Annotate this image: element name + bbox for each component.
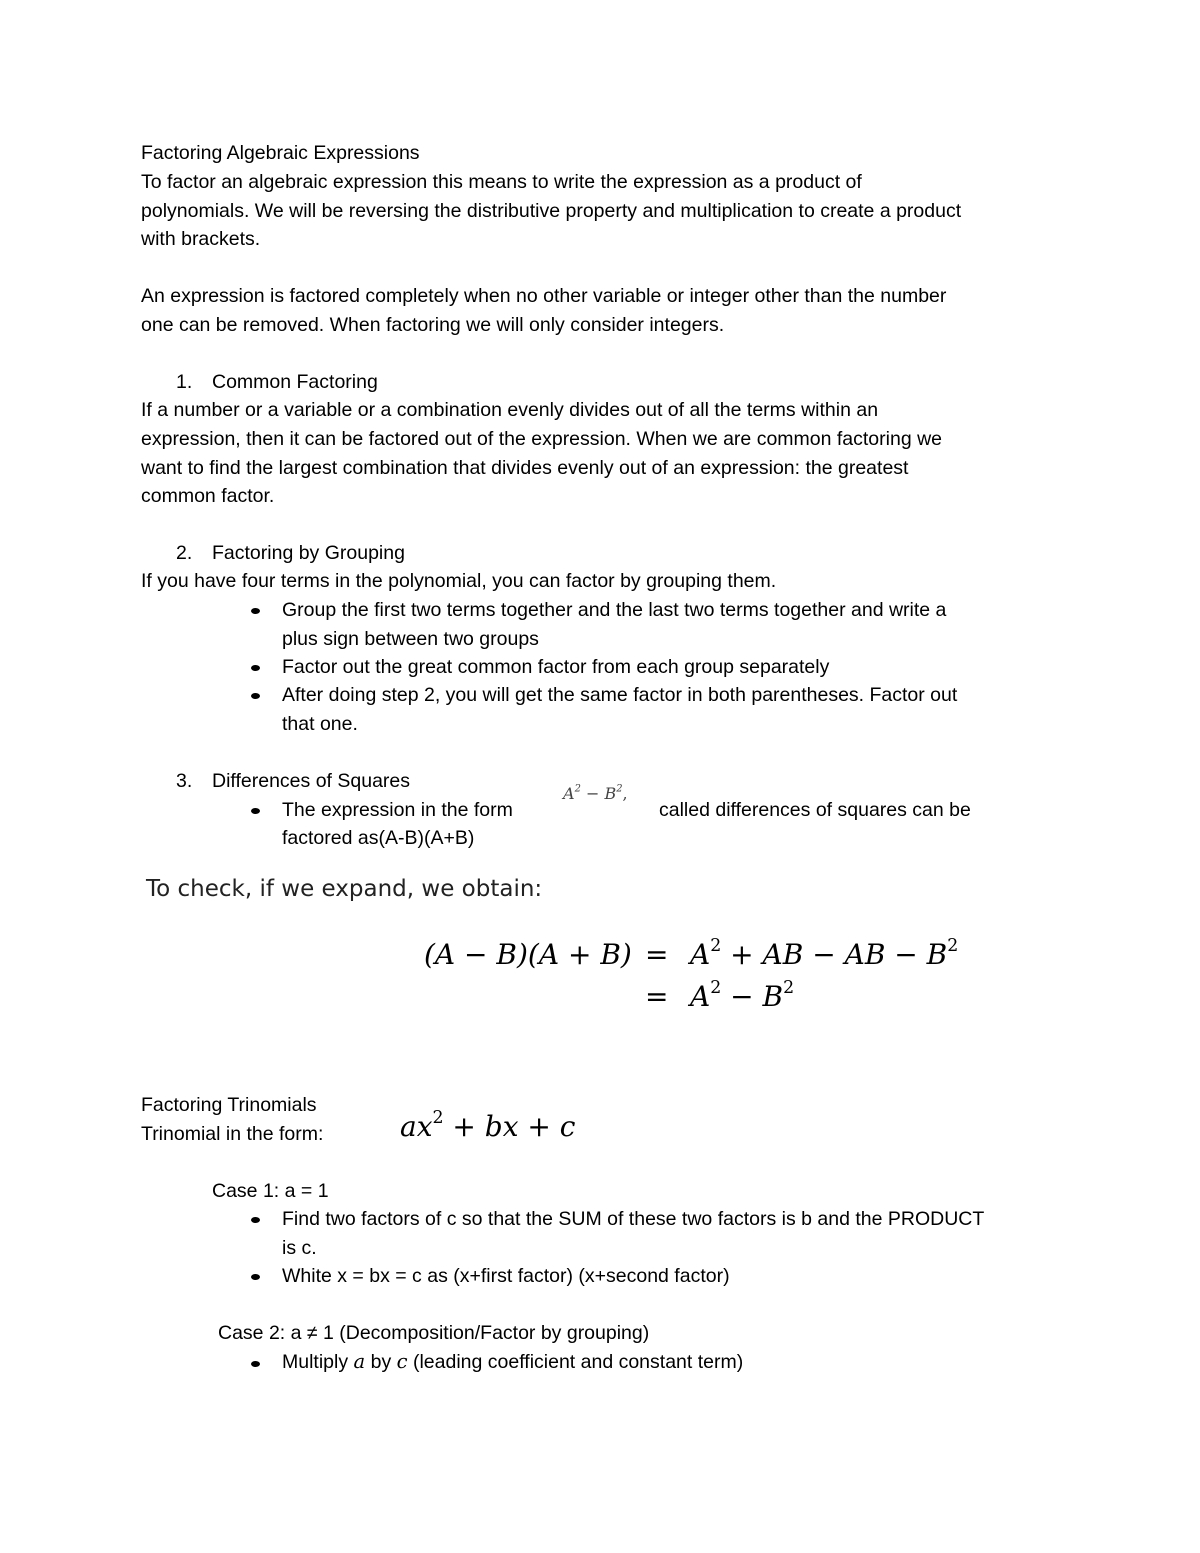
case-2-step-1: Multiply a by c (leading coefficient and constant term) (282, 1350, 744, 1373)
grouping-step-3-line-2: that one. (282, 713, 358, 735)
section-2-intro: If you have four terms in the polynomial, you can factor by grouping them. (141, 570, 777, 592)
bullet-icon (251, 1361, 260, 1367)
trinomial-form-formula: $ax^2$ + bx + c (400, 1107, 576, 1143)
equals-sign-1: = (645, 938, 669, 971)
bullet-icon (251, 808, 260, 814)
bullet-icon (251, 665, 260, 671)
section-1-line-4: common factor. (141, 485, 275, 507)
section-1-line-1: If a number or a variable or a combination evenly divides out of all the terms within an (141, 399, 879, 421)
section-1-line-2: expression, then it can be factored out of the expression. When we are common factoring we (141, 428, 943, 450)
complete-line-1: An expression is factored completely when no other variable or integer other than the number (141, 285, 947, 307)
intro-line-2: polynomials. We will be reversing the distributive property and multiplication to create a product (141, 200, 962, 222)
grouping-step-1-line-2: plus sign between two groups (282, 628, 539, 650)
bullet-icon (251, 1274, 260, 1280)
section-1-heading: Common Factoring (212, 371, 378, 393)
section-1-line-3: want to find the largest combination that divides evenly out of an expression: the greatest (141, 457, 909, 479)
equals-sign-2: = (645, 980, 669, 1013)
trinomials-heading: Factoring Trinomials (141, 1094, 317, 1116)
case-2-heading: Case 2: a ≠ 1 (Decomposition/Factor by grouping) (218, 1322, 650, 1344)
section-3-number: 3. (176, 770, 193, 792)
squares-bullet-part-2: called differences of squares can be (659, 799, 971, 821)
expansion-lhs: (A − B)(A + B) (424, 938, 632, 971)
case-1-step-2: White x = bx = c as (x+first factor) (x+second factor) (282, 1265, 730, 1287)
difference-of-squares-form: $A^2 - B^2$, (563, 783, 628, 803)
bullet-icon (251, 1217, 260, 1223)
complete-line-2: one can be removed. When factoring we will only consider integers. (141, 314, 725, 336)
expansion-rhs-1: $A^2$ + AB − AB − $B^2$ (690, 935, 959, 971)
expansion-rhs-2: $A^2 - B^2$ (690, 977, 795, 1013)
intro-line-1: To factor an algebraic expression this means to write the expression as a product of (141, 171, 862, 193)
case-1-heading: Case 1: a = 1 (212, 1180, 329, 1202)
section-2-number: 2. (176, 542, 193, 564)
section-2-heading: Factoring by Grouping (212, 542, 405, 564)
grouping-step-3-line-1: After doing step 2, you will get the same factor in both parentheses. Factor out (282, 684, 958, 706)
case-1-step-1-line-2: is c. (282, 1237, 317, 1259)
grouping-step-1-line-1: Group the first two terms together and the last two terms together and write a (282, 599, 947, 621)
case-1-step-1-line-1: Find two factors of c so that the SUM of these two factors is b and the PRODUCT (282, 1208, 985, 1230)
bullet-icon (251, 693, 260, 699)
bullet-icon (251, 608, 260, 614)
page-title: Factoring Algebraic Expressions (141, 142, 420, 164)
trinomial-form-label: Trinomial in the form: (141, 1123, 324, 1145)
intro-line-3: with brackets. (141, 228, 261, 250)
section-3-heading: Differences of Squares (212, 770, 410, 792)
section-1-number: 1. (176, 371, 193, 393)
squares-bullet-line-2: factored as(A-B)(A+B) (282, 827, 475, 849)
squares-bullet-part-1: The expression in the form (282, 799, 513, 821)
check-text: To check, if we expand, we obtain: (146, 876, 543, 902)
grouping-step-2: Factor out the great common factor from each group separately (282, 656, 830, 678)
